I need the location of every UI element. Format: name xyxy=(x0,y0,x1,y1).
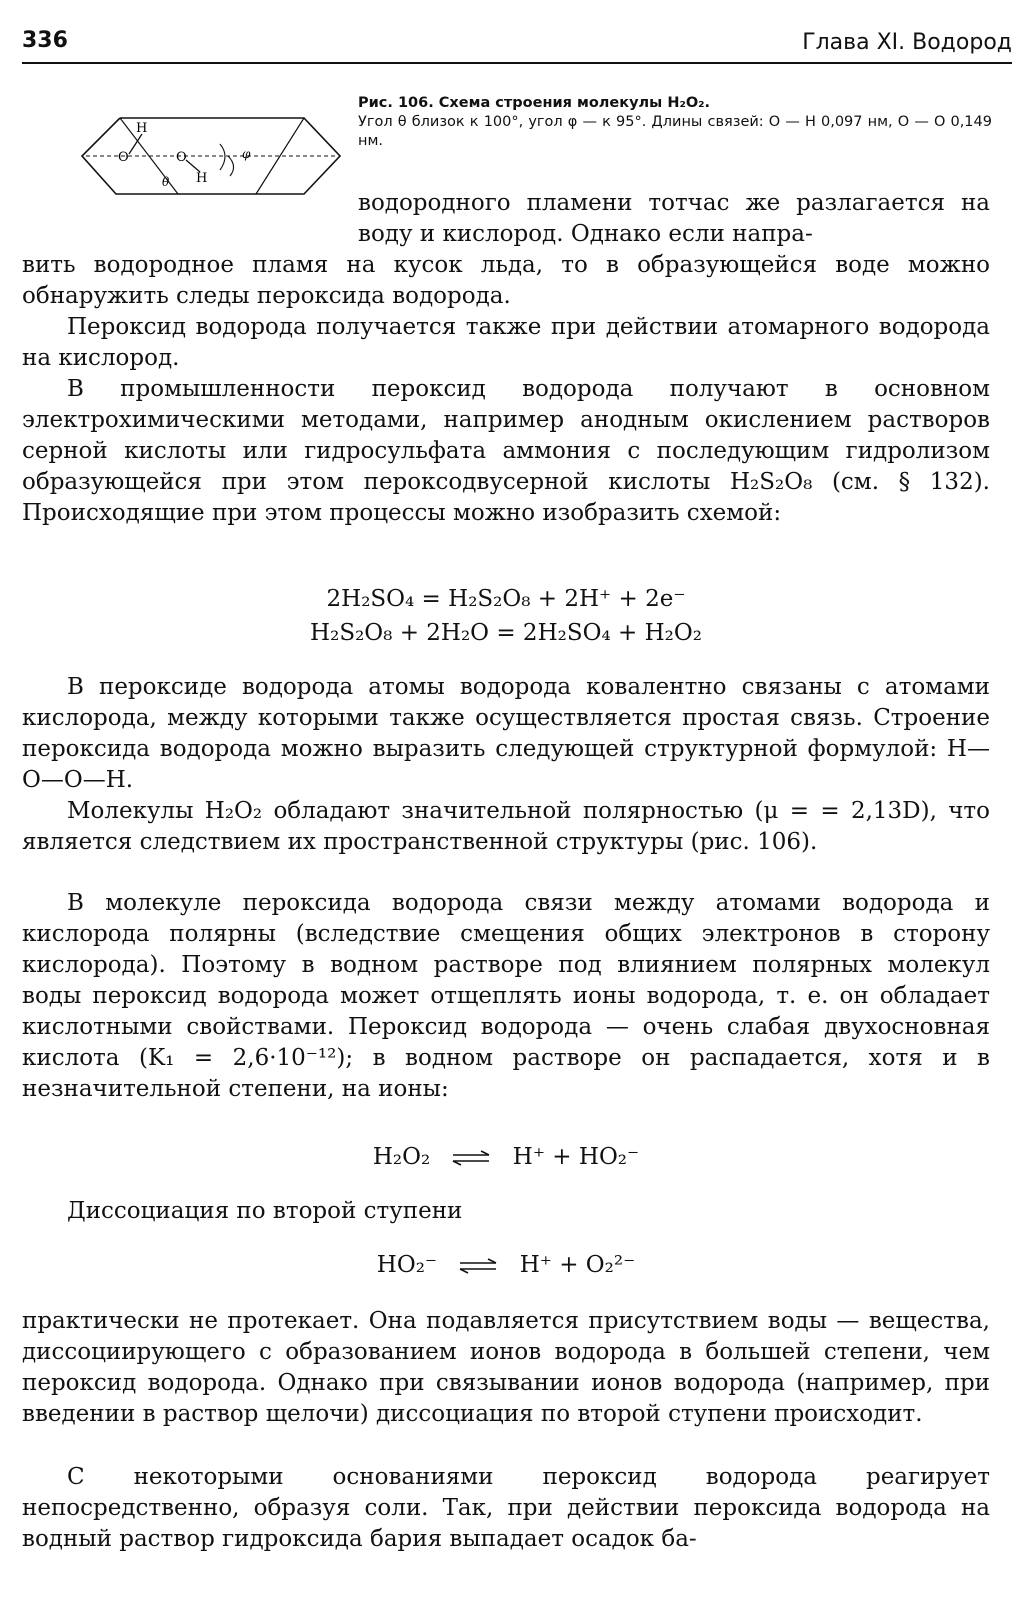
chapter-title: Глава XI. Водород xyxy=(802,30,1012,55)
equilibrium-arrow-icon xyxy=(451,1150,491,1166)
h2o2-structure-diagram xyxy=(80,102,350,214)
atom-h-bottom: H xyxy=(196,171,208,186)
paragraph-text: В молекуле пероксида водорода связи между атомами водорода и кислорода полярны (вследствие смещения общих электронов в сторону кислорода). Поэтому в водном растворе под влиянием полярных молекул воды пероксид водорода может отщеплять ионы водорода, т. е. он обладает кислотными свойствами. Пероксид водорода — очень слабая двухосновная кислота (K₁ = 2,6·10⁻¹²); в водном растворе он распадается, хотя и в незначительной степени, на ионы: xyxy=(22,890,990,1102)
equation-dissociation-1 xyxy=(22,1142,990,1172)
paragraph xyxy=(22,374,990,529)
paragraph-text: В пероксиде водорода атомы водорода ковалентно связаны с атомами кислорода, между которыми также осуществляется простая связь. Строение пероксида водорода можно выразить следующей структурной формулой: Н—О—О—Н. xyxy=(22,674,990,793)
equation: 2H₂SO₄ = H₂S₂O₈ + 2H⁺ + 2e⁻ xyxy=(326,586,686,612)
page-header xyxy=(22,20,1012,64)
paragraph xyxy=(22,250,990,312)
molecule-figure xyxy=(80,102,350,214)
theta-label: θ xyxy=(162,175,170,189)
phi-arc xyxy=(220,144,225,170)
paragraph-text: практически не протекает. Она подавляется присутствием воды — вещества, диссоциирующего с образованием ионов водорода в большей степени, чем пероксид водорода. Однако при связывании ионов водорода (например, при введении в раствор щелочи) диссоциация по второй ступени происходит. xyxy=(22,1308,990,1427)
equation-left: HO₂⁻ xyxy=(376,1252,438,1278)
page-number: 336 xyxy=(22,28,68,53)
paragraph xyxy=(22,1462,990,1555)
equation-dissociation-2 xyxy=(22,1250,990,1280)
paragraph xyxy=(22,672,990,796)
paragraph xyxy=(22,888,990,1105)
equilibrium-arrow-icon xyxy=(458,1258,498,1274)
caption-title: Рис. 106. Схема строения молекулы H₂O₂. xyxy=(358,95,711,111)
paragraph-text: Пероксид водорода получается также при действии атомарного водорода на кислород. xyxy=(22,314,990,371)
atom-h-top: H xyxy=(136,121,148,136)
theta-arc xyxy=(228,156,234,176)
paragraph xyxy=(358,188,990,250)
paragraph-text: вить водородное пламя на кусок льда, то в образующейся воде можно обнаружить следы пероксида водорода. xyxy=(22,252,990,309)
caption-text: Угол θ близок к 100°, угол φ — к 95°. Длины связей: О — Н 0,097 нм, О — О 0,149 нм. xyxy=(358,114,992,149)
paragraph xyxy=(22,1306,990,1430)
paragraph xyxy=(22,1196,990,1227)
paragraph-text: Диссоциация по второй ступени xyxy=(67,1198,463,1224)
figure-caption xyxy=(358,94,992,151)
phi-label: φ xyxy=(242,147,251,161)
atom-o-right: O xyxy=(176,150,187,165)
equation-right: H⁺ + HO₂⁻ xyxy=(512,1144,640,1170)
atom-o-left: O xyxy=(118,150,129,165)
paragraph-text: Молекулы H₂O₂ обладают значительной полярностью (μ = = 2,13D), что является следствием их пространственной структуры (рис. 106). xyxy=(22,798,990,855)
paragraph-text: водородного пламени тотчас же разлагается на воду и кислород. Однако если напра- xyxy=(358,190,990,247)
paragraph-text: С некоторыми основаниями пероксид водорода реагирует непосредственно, образуя соли. Так, при действии пероксида водорода на водный раствор гидроксида бария выпадает осадок ба- xyxy=(22,1464,990,1552)
equation-left: H₂O₂ xyxy=(372,1144,431,1170)
equation: H₂S₂O₈ + 2H₂O = 2H₂SO₄ + H₂O₂ xyxy=(310,620,702,646)
paragraph xyxy=(22,312,990,374)
paragraph xyxy=(22,796,990,858)
equation-right: H⁺ + O₂²⁻ xyxy=(519,1252,636,1278)
paragraph-text: В промышленности пероксид водорода получают в основном электрохимическими методами, например анодным окислением растворов серной кислоты или гидросульфата аммония с последующим гидролизом образующейся при этом пероксодвусерной кислоты H₂S₂O₈ (см. § 132). Происходящие при этом процессы можно изобразить схемой: xyxy=(22,376,990,526)
